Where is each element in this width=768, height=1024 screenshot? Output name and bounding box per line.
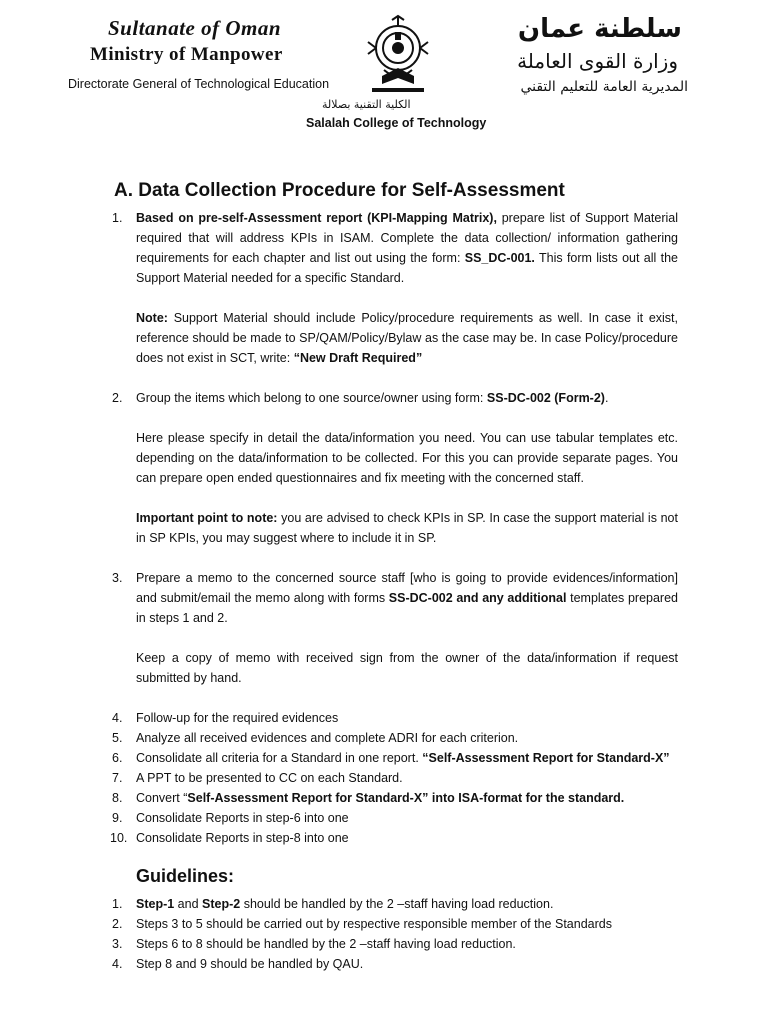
procedure-step xyxy=(112,208,678,388)
report-title: Self-Assessment Report for Standard-X” into ISA-format for the standard. xyxy=(187,791,625,805)
note-quote: “New Draft Required” xyxy=(293,351,423,365)
step-note xyxy=(136,308,678,368)
step-number: 3. xyxy=(112,571,123,585)
college-name-en: Salalah College of Technology xyxy=(306,116,487,130)
section-a-title: A. Data Collection Procedure for Self-Assessment xyxy=(114,180,565,201)
directorate-name-en: Directorate General of Technological Education xyxy=(68,77,330,91)
guideline-text: and xyxy=(174,897,203,911)
guideline-text: Steps 3 to 5 should be carried out by respective responsible member of the Standards xyxy=(136,917,612,931)
step-number: 8. xyxy=(112,791,123,805)
procedure-step xyxy=(112,748,678,768)
step-bold-lead: Based on pre-self-Assessment report (KPI-Mapping Matrix), xyxy=(136,211,497,225)
step-number: 9. xyxy=(112,811,123,825)
guideline-item xyxy=(112,894,678,914)
guideline-item xyxy=(112,934,678,954)
document-body xyxy=(112,178,678,974)
sultanate-title-en: Sultanate of Oman xyxy=(108,16,282,40)
procedure-step xyxy=(112,728,678,748)
step-text: Consolidate Reports in step-8 into one xyxy=(136,831,349,845)
guideline-number: 4. xyxy=(112,957,123,971)
step-detail: Here please specify in detail the data/information you need. You can use tabular templates etc. depending on the data/information to be collected. For this you can provide separate pages. You can prepare open ended questionnaires and fix meeting with the concerned staff. xyxy=(136,431,678,485)
guidelines-list xyxy=(112,894,678,974)
step-number: 5. xyxy=(112,731,123,745)
procedure-step xyxy=(112,788,678,808)
step-text xyxy=(136,208,678,288)
step-text-part: templates prepared in steps 1 and 2. xyxy=(136,591,678,625)
procedure-step xyxy=(112,828,678,848)
directorate-name-ar: المديرية العامة للتعليم التقني xyxy=(520,79,688,95)
step-text: Analyze all received evidences and complete ADRI for each criterion. xyxy=(136,731,519,745)
procedure-steps xyxy=(112,208,678,848)
step-detail: Keep a copy of memo with received sign from the owner of the data/information if request submitted by hand. xyxy=(136,651,678,685)
guideline-text: Steps 6 to 8 should be handled by the 2 –staff having load reduction. xyxy=(136,937,516,951)
guideline-text: Step 8 and 9 should be handled by QAU. xyxy=(136,957,364,971)
step-number: 7. xyxy=(112,771,123,785)
step-text: Follow-up for the required evidences xyxy=(136,711,339,725)
step-number: 6. xyxy=(112,751,123,765)
procedure-step xyxy=(112,708,678,728)
procedure-step xyxy=(112,568,678,708)
step-text-part: . xyxy=(604,391,609,405)
guideline-step-ref: Step-1 xyxy=(136,897,175,911)
step-number: 2. xyxy=(112,391,123,405)
step-text xyxy=(136,568,678,628)
step-text-part: Group the items which belong to one source/owner using form: xyxy=(136,391,487,405)
guideline-number: 3. xyxy=(112,937,123,951)
guideline-text: should be handled by the 2 –staff having load reduction. xyxy=(240,897,554,911)
guideline-step-ref: Step-2 xyxy=(202,897,241,911)
step-number: 1. xyxy=(112,211,123,225)
form-code: SS_DC-001. xyxy=(464,251,535,265)
guideline-item xyxy=(112,914,678,934)
procedure-step xyxy=(112,808,678,828)
step-number: 10. xyxy=(110,831,128,845)
step-text-part: prepare list of Support Material required that will address KPIs in ISAM. Complete the data collection/ information gathering requirements for each chapter and list out using the form: xyxy=(136,211,678,265)
note-label: Note: xyxy=(136,311,168,325)
guideline-item xyxy=(112,954,678,974)
step-text: Consolidate all criteria for a Standard in one report. xyxy=(136,751,423,765)
step-text: Consolidate Reports in step-6 into one xyxy=(136,811,349,825)
step-text xyxy=(136,388,678,408)
step-text-part: This form lists out all the Support Material needed for a specific Standard. xyxy=(136,251,678,285)
form-code: SS-DC-002 (Form-2) xyxy=(486,391,605,405)
college-name-ar: الكلية التقنية بصلالة xyxy=(322,98,411,111)
procedure-step xyxy=(112,768,678,788)
college-emblem-icon xyxy=(362,12,434,96)
sultanate-title-ar: سلطنة عمان xyxy=(517,14,682,44)
step-number: 4. xyxy=(112,711,123,725)
step-text: A PPT to be presented to CC on each Standard. xyxy=(136,771,403,785)
guideline-number: 2. xyxy=(112,917,123,931)
procedure-step xyxy=(112,388,678,568)
guidelines-title: Guidelines: xyxy=(136,866,235,886)
important-note xyxy=(136,508,678,548)
form-code: SS-DC-002 and any additional xyxy=(388,591,567,605)
step-text: Convert “ xyxy=(136,791,188,805)
important-label: Important point to note: xyxy=(136,511,278,525)
ministry-name-ar: وزارة القوى العاملة xyxy=(517,49,678,73)
step-text-part: Prepare a memo to the concerned source staff [who is going to provide evidences/information] and submit/email the memo along with forms xyxy=(136,571,678,605)
important-text: you are advised to check KPIs in SP. In case the support material is not in SP KPIs, you may suggest where to include it in SP. xyxy=(136,511,678,545)
report-title: “Self-Assessment Report for Standard-X” xyxy=(422,751,670,765)
ministry-name-en: Ministry of Manpower xyxy=(90,44,283,65)
guideline-number: 1. xyxy=(112,897,123,911)
note-text: Support Material should include Policy/procedure requirements as well. In case it exist, reference should be made to SP/QAM/Policy/Bylaw as the case may be. In case Policy/procedure does not exist in SCT, write: xyxy=(136,311,678,365)
